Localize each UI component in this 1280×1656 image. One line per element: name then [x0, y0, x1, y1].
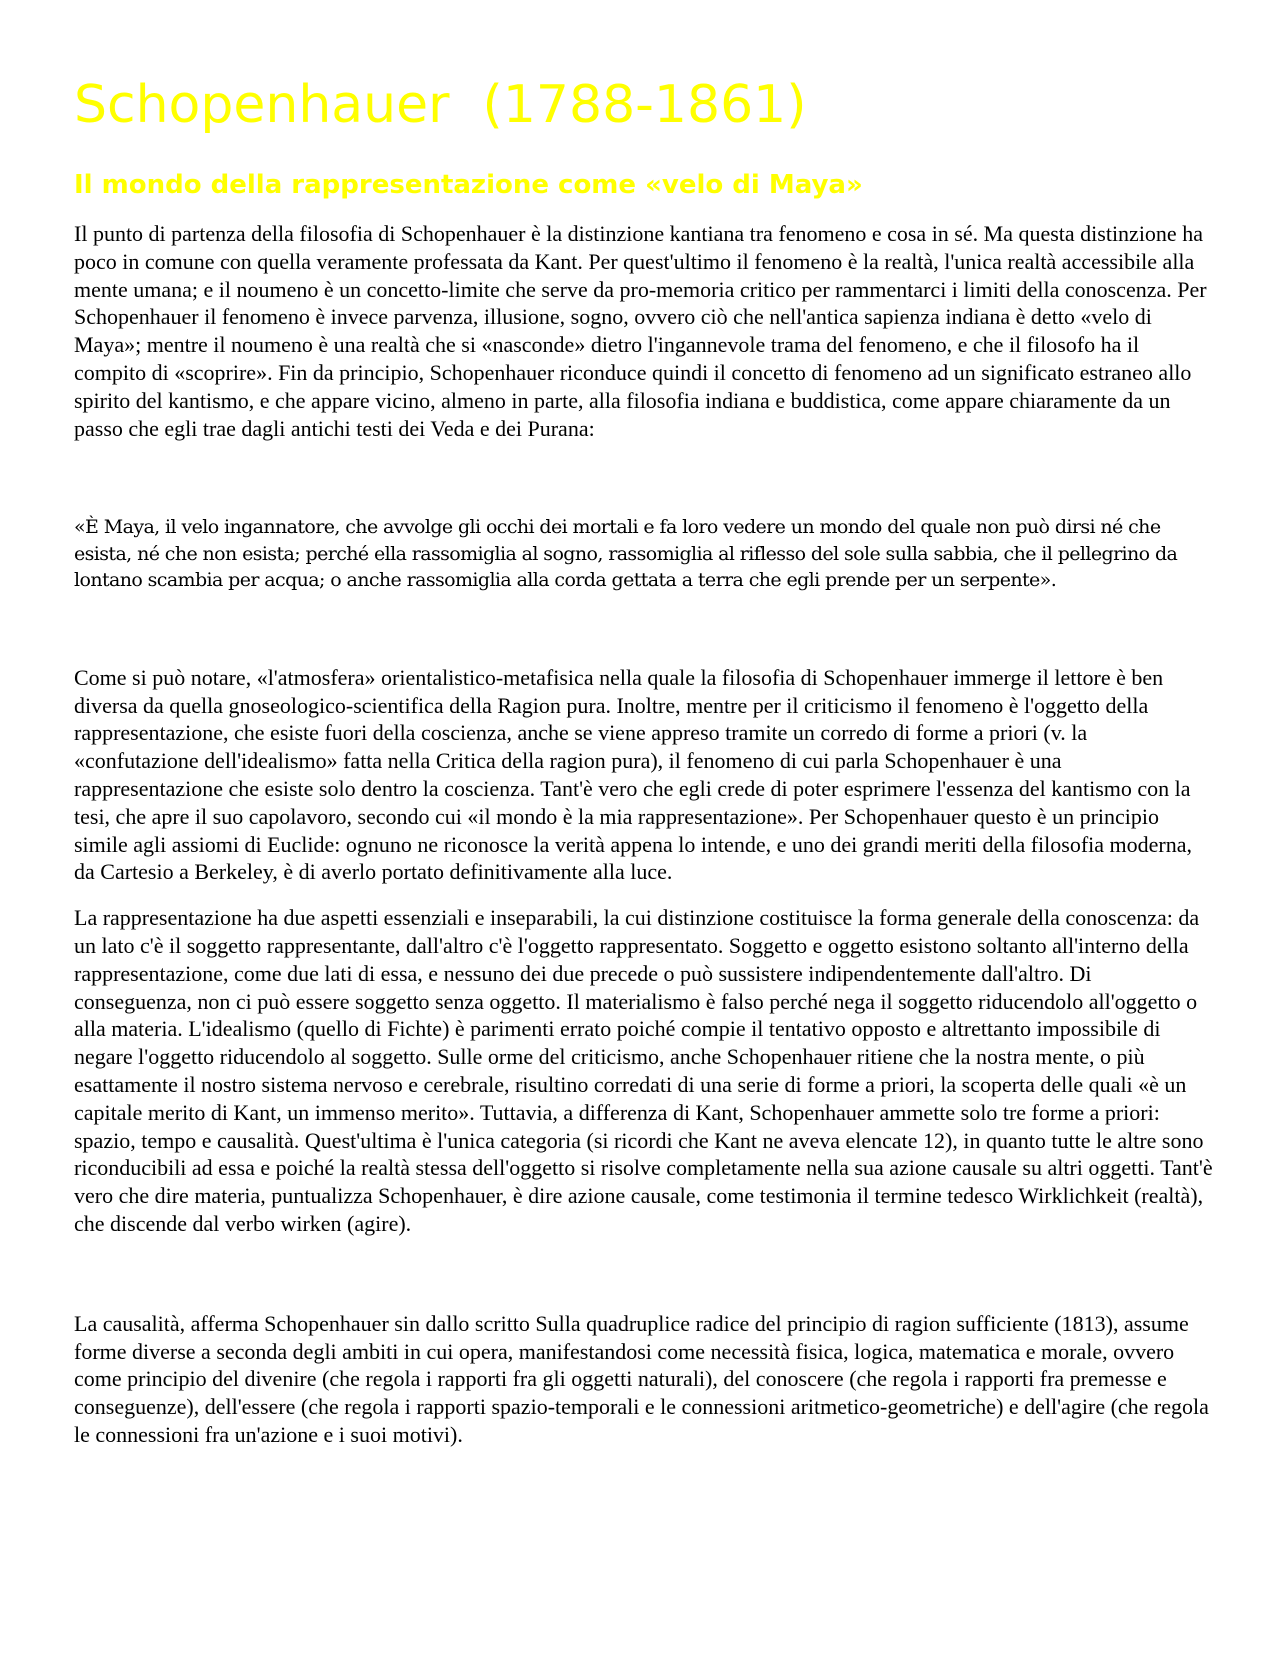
paragraph-4: La causalità, afferma Schopenhauer sin dallo scritto Sulla quadruplice radice del principio di ragion sufficiente (1813), assume forme diverse a seconda degli ambiti in cui opera, manifestandosi come necessità fisica, logica, matematica e morale, ovvero come principio del divenire (che regola i rapporti fra gli oggetti naturali), del conoscere (che regola i rapporti fra premesse e conseguenze), dell'essere (che regola i rapporti spazio-temporali e le connessioni aritmetico-geometriche) e dell'agire (che regola le connessioni fra un'azione e i suoi motivi).: [74, 1310, 1209, 1447]
block-quote: «È Maya, il velo ingannatore, che avvolge gli occhi dei mortali e fa loro vedere un mondo del quale non può dirsi né che esista, né che non esista; perché ella rassomiglia al sogno, rassomiglia al riflesso del sole sulla sabbia, che il pellegrino da lontano scambia per acqua; o anche rassomiglia alla corda gettata a terra che egli prende per un serpente».: [74, 516, 1178, 592]
paragraph-3: La rappresentazione ha due aspetti essenziali e inseparabili, la cui distinzione costituisce la forma generale della conoscenza: da un lato c'è il soggetto rappresentante, dall'altro c'è l'oggetto rappresentato. Soggetto e oggetto esistono soltanto all'interno della rappresentazione, come due lati di essa, e nessuno dei due precede o può sussistere indipendentemente dall'altro. Di conseguenza, non ci può essere soggetto senza oggetto. Il materialismo è falso perché nega il soggetto riducendolo all'oggetto o alla materia. L'idealismo (quello di Fichte) è parimenti errato poiché compie il tentativo opposto e altrettanto impossibile di negare l'oggetto riducendolo al soggetto. Sulle orme del criticismo, anche Schopenhauer ritiene che la nostra mente, o più esattamente il nostro sistema nervoso e cerebrale, risultino corredati di una serie di forme a priori, la scoperta delle quali «è un capitale merito di Kant, un immenso merito». Tuttavia, a differenza di Kant, Schopenhauer ammette solo tre forme a priori: spazio, tempo e causalità. Quest'ultima è l'unica categoria (si ricordi che Kant ne aveva elencate 12), in quanto tutte le altre sono riconducibili ad essa e poiché la realtà stessa dell'oggetto si risolve completamente nella sua azione causale su altri oggetti. Tant'è vero che dire materia, puntualizza Schopenhauer, è dire azione causale, come testimonia il termine tedesco Wirklichkeit (realtà), che discende dal verbo wirken (agire).: [74, 905, 1213, 1237]
section-subtitle: Il mondo della rappresentazione come «velo di Maya»: [74, 170, 863, 200]
paragraph-1: Il punto di partenza della filosofia di Schopenhauer è la distinzione kantiana tra fenomeno e cosa in sé. Ma questa distinzione ha poco in comune con quella veramente professata da Kant. Per quest'ultimo il fenomeno è la realtà, l'unica realtà accessibile alla mente umana; e il noumeno è un concetto-limite che serve da pro-memoria critico per rammentarci i limiti della conoscenza. Per Schopenhauer il fenomeno è invece parvenza, illusione, sogno, ovvero ciò che nell'antica sapienza indiana è detto «velo di Maya»; mentre il noumeno è una realtà che si «nasconde» dietro l'ingannevole trama del fenomeno, e che il filosofo ha il compito di «scoprire». Fin da principio, Schopenhauer riconduce quindi il concetto di fenomeno ad un significato estraneo allo spirito del kantismo, e che appare vicino, almeno in parte, alla filosofia indiana e buddistica, come appare chiaramente da un passo che egli trae dagli antichi testi dei Veda e dei Purana:: [74, 221, 1207, 441]
document-page: [74, 70, 1214, 1449]
page-title: Schopenhauer (1788-1861): [74, 75, 807, 135]
paragraph-2: Come si può notare, «l'atmosfera» orientalistico-metafisica nella quale la filosofia di Schopenhauer immerge il lettore è ben diversa da quella gnoseologico-scientifica della Ragion pura. Inoltre, mentre per il criticismo il fenomeno è l'oggetto della rappresentazione, che esiste fuori della coscienza, anche se viene appreso tramite un corredo di forme a priori (v. la «confutazione dell'idealismo» fatta nella Critica della ragion pura), il fenomeno di cui parla Schopenhauer è una rappresentazione che esiste solo dentro la coscienza. Tant'è vero che egli crede di poter esprimere l'essenza del kantismo con la tesi, che apre il suo capolavoro, secondo cui «il mondo è la mia rappresentazione». Per Schopenhauer questo è un principio simile agli assiomi di Euclide: ognuno ne riconosce la verità appena lo intende, e uno dei grandi meriti della filosofia moderna, da Cartesio a Berkeley, è di averlo portato definitivamente alla luce.: [74, 664, 1193, 885]
